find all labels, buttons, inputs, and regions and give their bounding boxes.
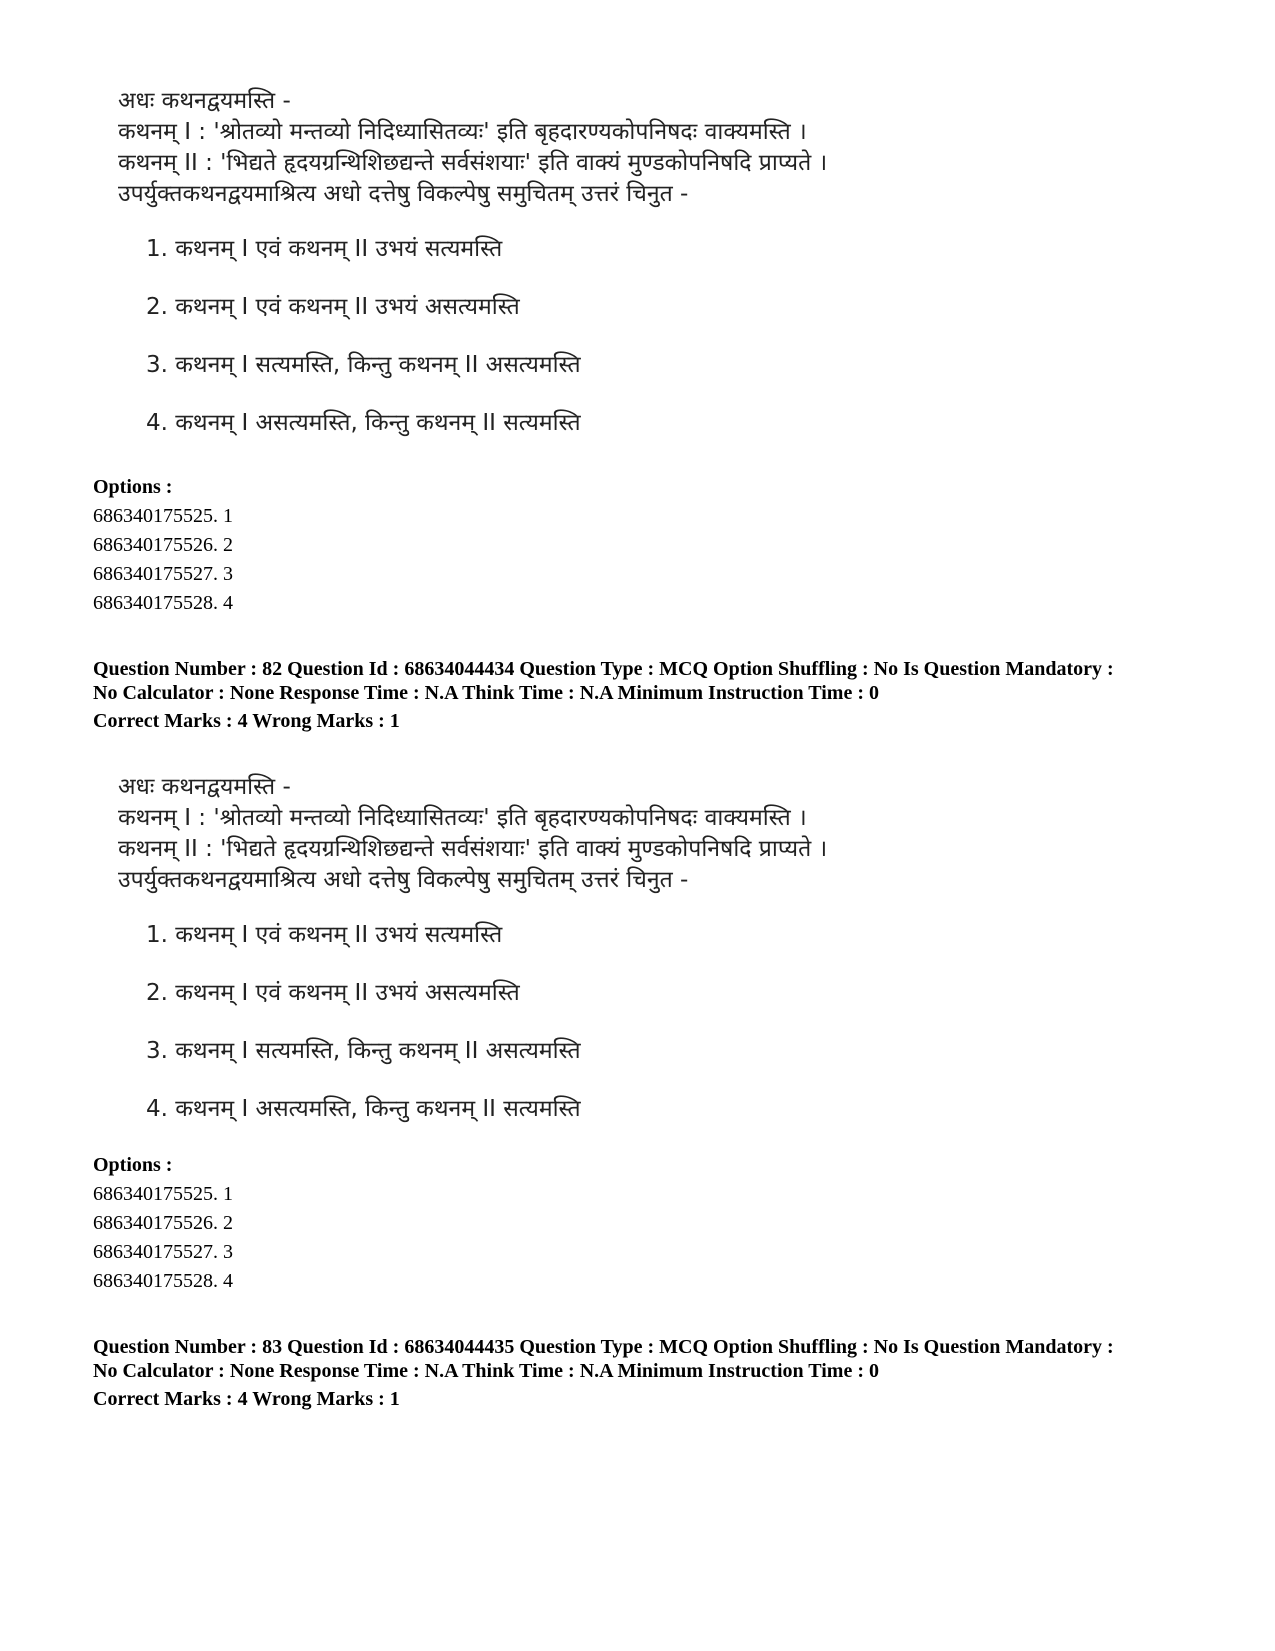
question-choice-3: 3. कथनम् I सत्यमस्ति, किन्तु कथनम् II असत्यमस्ति: [146, 352, 581, 378]
option-id-2: 686340175526. 2: [93, 534, 233, 556]
question-statement-1: कथनम् I : 'श्रोतव्यो मन्तव्यो निदिध्यासितव्यः' इति बृहदारण्यकोपनिषदः वाक्यमस्ति ।: [118, 119, 807, 145]
question-choices: [118, 920, 938, 1125]
question-image-81: [118, 86, 938, 439]
question-meta-83: [93, 1335, 1243, 1411]
question-meta-line-2: No Calculator : None Response Time : N.A Think Time : N.A Minimum Instruction Time : 0: [93, 1360, 879, 1382]
option-id-3: 686340175527. 3: [93, 563, 233, 585]
option-id-3: 686340175527. 3: [93, 1241, 233, 1263]
question-choice-1: 1. कथनम् I एवं कथनम् II उभयं सत्यमस्ति: [146, 922, 503, 948]
options-label: Options :: [93, 1154, 173, 1176]
options-label: Options :: [93, 476, 173, 498]
question-meta-line-1: Question Number : 83 Question Id : 68634044435 Question Type : MCQ Option Shuffling : No Is Question Mandatory :: [93, 1336, 1114, 1358]
question-statement-2: कथनम् II : 'भिद्यते हृदयग्रन्थिशिछद्यन्ते सर्वसंशयाः' इति वाक्यं मुण्डकोपनिषदि प्राप्यते ।: [118, 836, 828, 862]
option-id-2: 686340175526. 2: [93, 1212, 233, 1234]
option-id-4: 686340175528. 4: [93, 592, 233, 614]
question-image-82: [118, 772, 938, 1125]
question-marks: Correct Marks : 4 Wrong Marks : 1: [93, 710, 400, 732]
question-meta-line-2: No Calculator : None Response Time : N.A Think Time : N.A Minimum Instruction Time : 0: [93, 682, 879, 704]
question-meta-82: [93, 657, 1243, 733]
question-choice-2: 2. कथनम् I एवं कथनम् II उभयं असत्यमस्ति: [146, 980, 520, 1006]
question-choice-1: 1. कथनम् I एवं कथनम् II उभयं सत्यमस्ति: [146, 236, 503, 262]
option-id-4: 686340175528. 4: [93, 1270, 233, 1292]
question-choice-2: 2. कथनम् I एवं कथनम् II उभयं असत्यमस्ति: [146, 294, 520, 320]
question-instruction: उपर्युक्तकथनद्वयमाश्रित्य अधो दत्तेषु विकल्पेषु समुचितम् उत्तरं चिनुत -: [118, 867, 689, 893]
question-choice-4: 4. कथनम् I असत्यमस्ति, किन्तु कथनम् II सत्यमस्ति: [146, 410, 581, 436]
question-meta-line-1: Question Number : 82 Question Id : 68634044434 Question Type : MCQ Option Shuffling : No Is Question Mandatory :: [93, 658, 1114, 680]
option-id-1: 686340175525. 1: [93, 505, 233, 527]
question-marks: Correct Marks : 4 Wrong Marks : 1: [93, 1388, 400, 1410]
question-choices: [118, 234, 938, 439]
options-block-81: [93, 473, 233, 618]
question-statement-1: कथनम् I : 'श्रोतव्यो मन्तव्यो निदिध्यासितव्यः' इति बृहदारण्यकोपनिषदः वाक्यमस्ति ।: [118, 805, 807, 831]
question-instruction: उपर्युक्तकथनद्वयमाश्रित्य अधो दत्तेषु विकल्पेषु समुचितम् उत्तरं चिनुत -: [118, 181, 689, 207]
options-block-82: [93, 1151, 233, 1296]
question-choice-4: 4. कथनम् I असत्यमस्ति, किन्तु कथनम् II सत्यमस्ति: [146, 1096, 581, 1122]
question-statement-2: कथनम् II : 'भिद्यते हृदयग्रन्थिशिछद्यन्ते सर्वसंशयाः' इति वाक्यं मुण्डकोपनिषदि प्राप्यते ।: [118, 150, 828, 176]
question-intro: अधः कथनद्वयमस्ति -: [118, 774, 291, 800]
option-id-1: 686340175525. 1: [93, 1183, 233, 1205]
question-intro: अधः कथनद्वयमस्ति -: [118, 88, 291, 114]
question-choice-3: 3. कथनम् I सत्यमस्ति, किन्तु कथनम् II असत्यमस्ति: [146, 1038, 581, 1064]
